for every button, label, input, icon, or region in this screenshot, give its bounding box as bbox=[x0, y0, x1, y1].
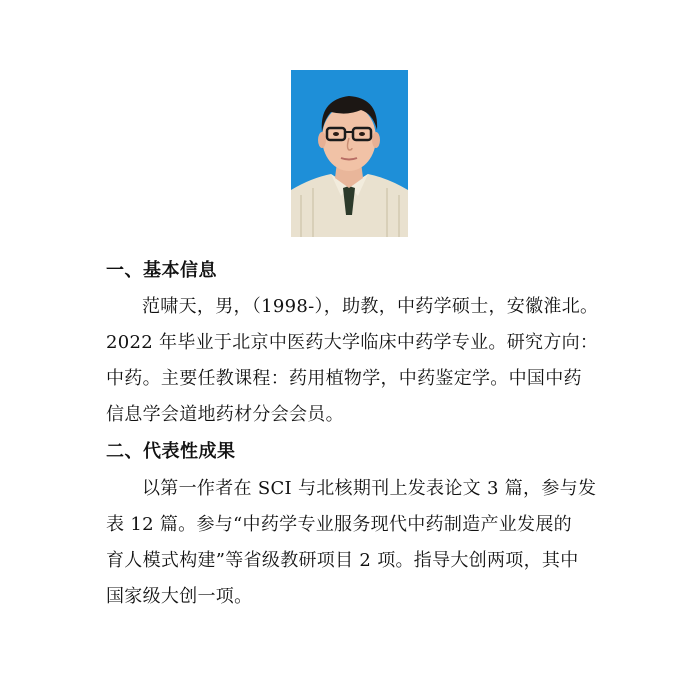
paragraph-line: 范啸天，男，（1998-），助教，中药学硕士，安徽淮北。 bbox=[142, 296, 599, 317]
section-heading-basic-info: 一、基本信息 bbox=[106, 260, 217, 281]
paragraph-line: 信息学会道地药材分会会员。 bbox=[106, 404, 344, 425]
paragraph-line: 中药。主要任教课程：药用植物学，中药鉴定学。中国中药 bbox=[106, 368, 582, 389]
paragraph-line: 以第一作者在 SCI 与北核期刊上发表论文 3 篇，参与发 bbox=[142, 478, 597, 499]
portrait-photo bbox=[291, 70, 408, 237]
paragraph-line: 国家级大创一项。 bbox=[106, 586, 253, 607]
paragraph-line: 表 12 篇。参与“中药学专业服务现代中药制造产业发展的 bbox=[106, 514, 572, 535]
paragraph-line: 育人模式构建”等省级教研项目 2 项。指导大创两项，其中 bbox=[106, 550, 579, 571]
paragraph-line: 2022 年毕业于北京中医药大学临床中药学专业。研究方向： bbox=[106, 332, 599, 353]
section-heading-achievements: 二、代表性成果 bbox=[106, 441, 236, 462]
